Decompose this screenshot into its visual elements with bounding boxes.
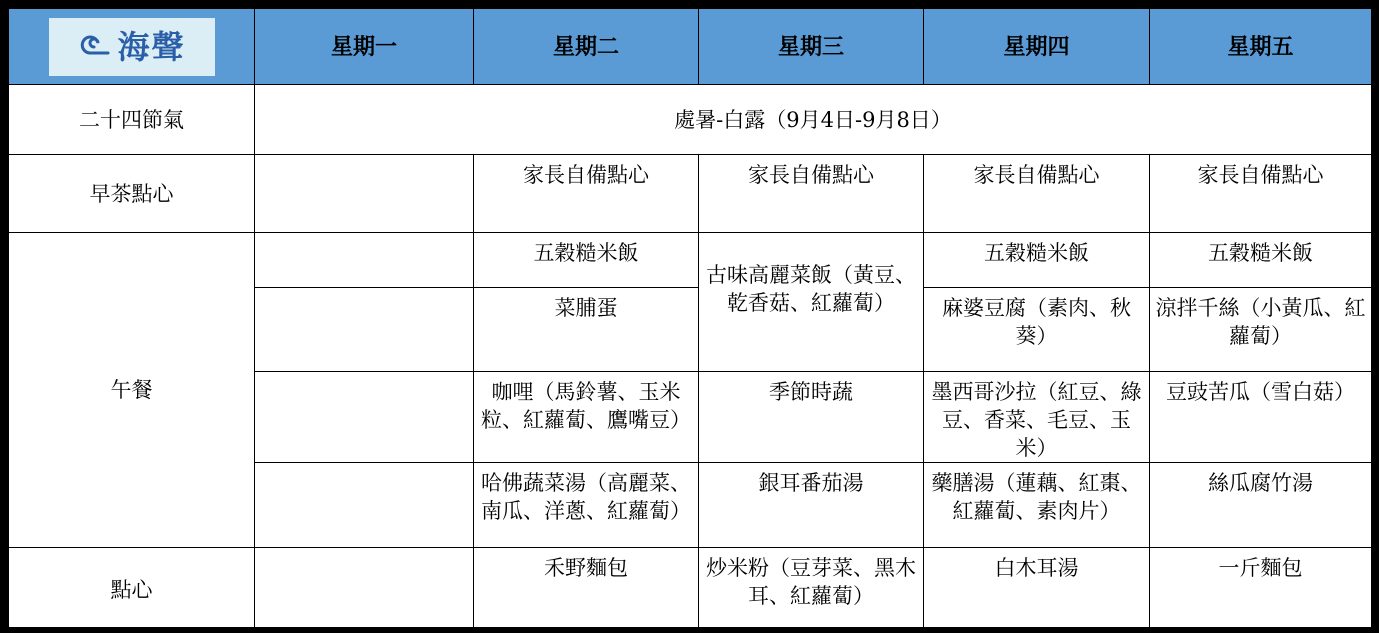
morning-snack-tue: 家長自備點心 <box>474 155 699 233</box>
morning-snack-fri: 家長自備點心 <box>1150 155 1372 233</box>
lunch-r3-thu: 墨西哥沙拉（紅豆、綠豆、香菜、毛豆、玉米） <box>924 372 1150 463</box>
header-day-tue: 星期二 <box>474 9 699 85</box>
lunch-r4-tue: 哈佛蔬菜湯（高麗菜、南瓜、洋蔥、紅蘿蔔） <box>474 463 699 548</box>
lunch-r4-wed: 銀耳番茄湯 <box>699 463 924 548</box>
lunch-r3-mon <box>255 372 474 463</box>
afternoon-snack-tue: 禾野麵包 <box>474 548 699 632</box>
logo-cell <box>9 9 255 85</box>
morning-snack-wed: 家長自備點心 <box>699 155 924 233</box>
afternoon-snack-row <box>9 548 1372 632</box>
header-day-mon: 星期一 <box>255 9 474 85</box>
morning-snack-mon <box>255 155 474 233</box>
lunch-row-1 <box>9 233 1372 288</box>
solar-term-row <box>9 85 1372 155</box>
lunch-r3-fri: 豆豉苦瓜（雪白菇） <box>1150 372 1372 463</box>
lunch-wed-main: 古味高麗菜飯（黃豆、乾香菇、紅蘿蔔） <box>699 233 924 372</box>
lunch-r3-wed: 季節時蔬 <box>699 372 924 463</box>
swirl-icon <box>77 33 111 61</box>
lunch-r3-tue: 咖哩（馬鈴薯、玉米粒、紅蘿蔔、鷹嘴豆） <box>474 372 699 463</box>
header-row <box>9 9 1372 85</box>
afternoon-snack-fri: 一斤麵包 <box>1150 548 1372 632</box>
morning-snack-thu: 家長自備點心 <box>924 155 1150 233</box>
afternoon-snack-thu: 白木耳湯 <box>924 548 1150 632</box>
lunch-r1-tue: 五穀糙米飯 <box>474 233 699 288</box>
lunch-r4-thu: 藥膳湯（蓮藕、紅棗、紅蘿蔔、素肉片） <box>924 463 1150 548</box>
solar-term-text: 處暑-白露（9月4日-9月8日） <box>255 85 1372 155</box>
lunch-r1-fri: 五穀糙米飯 <box>1150 233 1372 288</box>
logo-text: 海聲 <box>117 27 186 66</box>
morning-snack-label: 早茶點心 <box>9 155 255 233</box>
logo <box>49 18 215 76</box>
header-day-thu: 星期四 <box>924 9 1150 85</box>
solar-term-label: 二十四節氣 <box>9 85 255 155</box>
lunch-r2-thu: 麻婆豆腐（素肉、秋葵） <box>924 288 1150 372</box>
lunch-r4-fri: 絲瓜腐竹湯 <box>1150 463 1372 548</box>
lunch-r4-mon <box>255 463 474 548</box>
lunch-r2-fri: 涼拌千絲（小黃瓜、紅蘿蔔） <box>1150 288 1372 372</box>
lunch-r2-tue: 菜脯蛋 <box>474 288 699 372</box>
lunch-r1-mon <box>255 233 474 288</box>
header-day-wed: 星期三 <box>699 9 924 85</box>
lunch-r2-mon <box>255 288 474 372</box>
header-day-fri: 星期五 <box>1150 9 1372 85</box>
morning-snack-row <box>9 155 1372 233</box>
menu-table <box>8 8 1372 632</box>
lunch-r1-thu: 五穀糙米飯 <box>924 233 1150 288</box>
afternoon-snack-wed: 炒米粉（豆芽菜、黑木耳、紅蘿蔔） <box>699 548 924 632</box>
lunch-label: 午餐 <box>9 233 255 548</box>
afternoon-snack-mon <box>255 548 474 632</box>
afternoon-snack-label: 點心 <box>9 548 255 632</box>
